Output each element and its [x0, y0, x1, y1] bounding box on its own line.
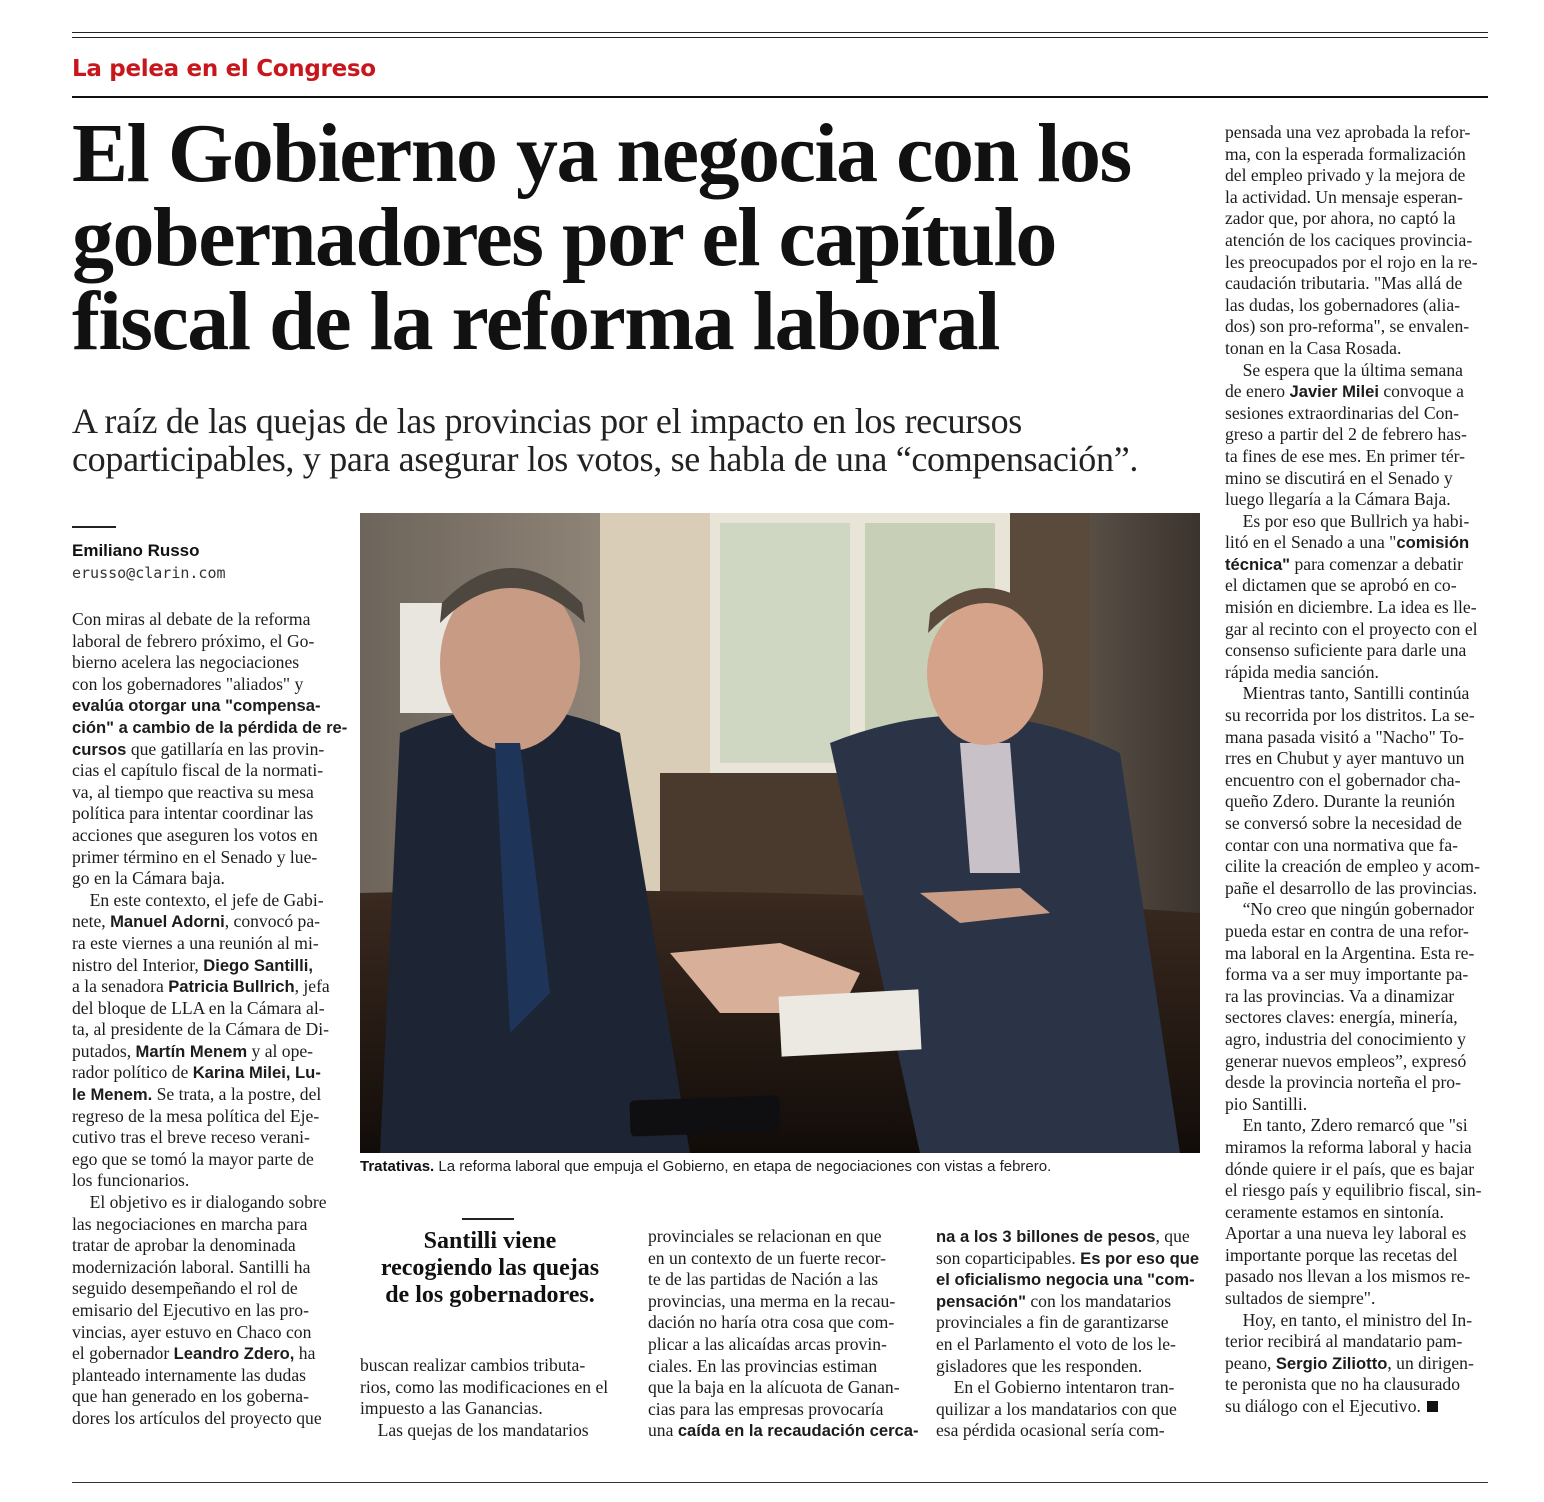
- text-line: [1225, 1310, 1493, 1332]
- text-line: [648, 1356, 916, 1378]
- text-run: el gobernador: [72, 1343, 174, 1364]
- text-line: [1225, 1396, 1493, 1418]
- text-line: [72, 1300, 347, 1322]
- text-run: misión en diciembre. La idea es lle-: [1225, 597, 1477, 618]
- text-run: dores los artículos del proyecto que: [72, 1407, 322, 1428]
- text-run: se conversó sobre la necesidad de: [1225, 813, 1462, 833]
- text-run: gar al recinto con el proyecto con el: [1225, 618, 1478, 639]
- text-run: nistro del Interior,: [72, 954, 204, 975]
- text-line: [72, 1170, 347, 1192]
- text-line: [1225, 943, 1493, 965]
- text-line: [1225, 727, 1493, 749]
- text-line: [72, 631, 347, 653]
- text-run: litó en el Senado a una ": [1225, 532, 1397, 553]
- bold-run: le Menem.: [72, 1085, 153, 1105]
- text-line: [72, 1343, 347, 1365]
- text-run: de enero: [1225, 381, 1290, 402]
- text-line: [1225, 1115, 1493, 1137]
- text-line: [72, 890, 347, 912]
- end-mark-icon: [1427, 1401, 1438, 1412]
- text-run: atención de los caciques provincia-: [1225, 229, 1473, 250]
- text-line: [936, 1377, 1204, 1399]
- text-line: [1225, 1072, 1493, 1094]
- text-run: Con miras al debate de la reforma: [72, 609, 311, 629]
- text-run: su recorrida por los distritos. La se-: [1225, 705, 1475, 726]
- text-run: del empleo privado y la mejora de: [1225, 165, 1466, 186]
- bold-run: el oficialismo negocia una "com-: [936, 1270, 1195, 1290]
- text-run: del bloque de LLA en la Cámara al-: [72, 997, 325, 1018]
- text-line: [1225, 1266, 1493, 1288]
- text-run: caudación tributaria. "Mas allá de: [1225, 273, 1463, 294]
- text-run: ra este viernes a una reunión al mi-: [72, 932, 319, 953]
- text-run: Aportar a una nueva ley laboral es: [1225, 1223, 1467, 1244]
- text-run: sultados de siempre".: [1225, 1288, 1376, 1309]
- text-line: [1225, 532, 1493, 554]
- headline-line: gobernadores por el capítulo: [72, 191, 1056, 284]
- text-line: [1225, 597, 1493, 619]
- text-line: [1225, 1051, 1493, 1073]
- text-run: agro, industria del conocimiento y: [1225, 1028, 1466, 1049]
- bold-run: na a los 3 billones de pesos: [936, 1227, 1156, 1246]
- text-line: [1225, 468, 1493, 490]
- text-line: [72, 1235, 347, 1257]
- text-line: [1225, 1374, 1493, 1396]
- text-run: tratar de aprobar la denominada: [72, 1235, 296, 1256]
- text-run: ta, al presidente de la Cámara de Di-: [72, 1019, 329, 1040]
- text-line: [1225, 1029, 1493, 1051]
- pullquote-line: recogiendo las quejas: [380, 1255, 600, 1281]
- text-line: [1225, 986, 1493, 1008]
- bold-run: técnica": [1225, 554, 1291, 574]
- pullquote-line: de los gobernadores.: [385, 1282, 595, 1308]
- text-run: ego que se tomó la mayor parte de: [72, 1148, 314, 1169]
- text-line: [1225, 748, 1493, 770]
- text-run: forma va a ser muy importante pa-: [1225, 964, 1469, 985]
- text-line: [72, 652, 347, 674]
- text-run: acciones que aseguren los votos en: [72, 824, 318, 845]
- text-line: [1225, 1094, 1493, 1116]
- byline-dash: [72, 526, 116, 528]
- text-run: pasado nos llevan a los mismos re-: [1225, 1266, 1471, 1287]
- text-run: emisario del Ejecutivo en las pro-: [72, 1300, 309, 1320]
- text-line: [936, 1312, 1204, 1334]
- body-column-1: [72, 609, 347, 1430]
- text-line: [1225, 1353, 1493, 1375]
- text-run: cias el capítulo fiscal de la normati-: [72, 760, 324, 781]
- text-run: te peronista que no ha clausurado: [1225, 1374, 1460, 1395]
- photo-two-men-at-table-icon: [360, 513, 1200, 1153]
- text-run: las negociaciones en marcha para: [72, 1213, 308, 1234]
- text-run: ta fines de ese mes. En primer tér-: [1225, 445, 1465, 466]
- text-run: rres en Chubut y ayer mantuvo un: [1225, 748, 1465, 769]
- bold-run: Patricia Bullrich: [168, 977, 295, 997]
- bold-run: Javier Milei: [1289, 382, 1379, 402]
- text-line: [1225, 338, 1493, 360]
- text-run: rápida media sanción.: [1225, 661, 1379, 682]
- lead: [72, 402, 1202, 478]
- text-run: para comenzar a debatir: [1290, 553, 1463, 574]
- text-line: [72, 1408, 347, 1430]
- text-run: zador que, por ahora, no captó la: [1225, 208, 1456, 229]
- text-line: [648, 1312, 916, 1334]
- text-line: [72, 1192, 347, 1214]
- text-run: En el Gobierno intentaron tran-: [936, 1377, 1175, 1398]
- text-run: a la senadora: [72, 976, 169, 997]
- headline-line: fiscal de la reforma laboral: [72, 275, 999, 368]
- text-line: [360, 1355, 628, 1377]
- text-line: [1225, 1288, 1493, 1310]
- text-run: greso a partir del 2 de febrero has-: [1225, 424, 1467, 445]
- text-line: [1225, 122, 1493, 144]
- text-run: miramos la reforma laboral y hacia: [1225, 1136, 1472, 1157]
- text-line: [1225, 1180, 1493, 1202]
- body-column-4: [936, 1226, 1204, 1442]
- text-line: [72, 1365, 347, 1387]
- text-line: [72, 803, 347, 825]
- text-line: [1225, 856, 1493, 878]
- text-line: [1225, 619, 1493, 641]
- text-line: [72, 782, 347, 804]
- body-column-3: [648, 1226, 919, 1442]
- text-line: [1225, 1331, 1493, 1353]
- text-run: Es por eso que Bullrich ya habi-: [1225, 510, 1470, 531]
- text-line: [1225, 964, 1493, 986]
- text-run: cias para las empresas provocaría: [648, 1398, 884, 1419]
- text-run: pueda estar en contra de una refor-: [1225, 920, 1469, 941]
- text-run: los funcionarios.: [72, 1170, 190, 1191]
- text-run: va, al tiempo que reactiva su mesa: [72, 781, 314, 802]
- top-rule-2: [72, 37, 1488, 38]
- text-run: planteado internamente las dudas: [72, 1364, 307, 1385]
- pullquote-dash: [462, 1218, 514, 1220]
- text-run: laboral de febrero próximo, el Go-: [72, 630, 315, 651]
- text-run: modernización laboral. Santilli ha: [72, 1256, 311, 1277]
- text-run: que gatillaría en las provin-: [126, 738, 325, 759]
- text-line: [648, 1226, 916, 1248]
- text-line: [360, 1398, 628, 1420]
- text-run: esa pérdida ocasional sería com-: [936, 1420, 1165, 1441]
- pullquote: [360, 1228, 620, 1309]
- text-line: [1225, 165, 1493, 187]
- text-run: , un dirigen-: [1387, 1352, 1474, 1373]
- text-run: desde la provincia norteña el pro-: [1225, 1072, 1461, 1093]
- top-rule: [72, 32, 1488, 33]
- text-run: Hoy, en tanto, el ministro del In-: [1225, 1309, 1473, 1330]
- text-run: primer término en el Senado y lue-: [72, 846, 318, 867]
- text-run: queño Zdero. Durante la reunión: [1225, 791, 1456, 812]
- text-line: [72, 760, 347, 782]
- text-line: [1225, 403, 1493, 425]
- bold-run: Manuel Adorni: [110, 912, 225, 932]
- text-line: [1225, 554, 1493, 576]
- text-run: rador político de: [72, 1062, 193, 1083]
- text-run: sesiones extraordinarias del Con-: [1225, 402, 1460, 423]
- text-line: [1225, 230, 1493, 252]
- bold-run: evalúa otorgar una "compensa-: [72, 696, 321, 716]
- text-run: vincias, ayer estuvo en Chaco con: [72, 1321, 312, 1342]
- text-line: [648, 1399, 916, 1421]
- text-line: [1225, 640, 1493, 662]
- caption-text: La reforma laboral que empuja el Gobierno, en etapa de negociaciones con vistas a febrero.: [434, 1158, 1052, 1175]
- text-run: El objetivo es ir dialogando sobre: [72, 1192, 327, 1213]
- text-line: [72, 739, 347, 761]
- text-line: [1225, 1137, 1493, 1159]
- text-run: con los gobernadores "aliados" y: [72, 673, 304, 694]
- text-line: [1225, 316, 1493, 338]
- text-line: [648, 1291, 916, 1313]
- text-line: [936, 1226, 1204, 1248]
- text-line: [648, 1420, 919, 1442]
- caption-label: Tratativas.: [360, 1158, 435, 1175]
- text-run: ma, con la esperada formalización: [1225, 143, 1466, 164]
- text-line: [1225, 424, 1493, 446]
- text-run: nete,: [72, 911, 111, 932]
- text-run: mana pasada visitó a "Nacho" To-: [1225, 726, 1465, 747]
- bold-run: Es por eso que: [1080, 1248, 1200, 1268]
- text-line: [1225, 1245, 1493, 1267]
- text-run: tonan en la Casa Rosada.: [1225, 337, 1402, 358]
- text-run: gisladores que les responden.: [936, 1355, 1143, 1376]
- text-line: [72, 1041, 347, 1063]
- text-run: son coparticipables.: [936, 1247, 1081, 1268]
- text-run: con los mandatarios: [1025, 1290, 1172, 1311]
- photo-caption: [360, 1158, 1220, 1175]
- text-run: dación no haría otra cosa que com-: [648, 1312, 895, 1333]
- text-line: [1225, 381, 1493, 403]
- text-run: “No creo que ningún gobernador: [1225, 899, 1475, 920]
- text-run: generar nuevos empleos”, expresó: [1225, 1050, 1467, 1071]
- text-line: [936, 1356, 1204, 1378]
- text-line: [1225, 273, 1493, 295]
- text-line: [1225, 835, 1493, 857]
- text-run: pensada una vez aprobada la refor-: [1225, 122, 1471, 142]
- text-line: [1225, 683, 1493, 705]
- text-run: provinciales se relacionan en que: [648, 1226, 882, 1246]
- text-run: cutivo tras el breve receso verani-: [72, 1127, 310, 1148]
- text-run: pañe el desarrollo de las provincias.: [1225, 877, 1478, 898]
- pullquote-line: Santilli viene: [423, 1228, 557, 1254]
- lead-line: A raíz de las quejas de las provincias por el impacto en los recursos: [72, 401, 1023, 441]
- body-column-5: [1225, 122, 1493, 1418]
- bold-run: caída en la recaudación cerca-: [677, 1421, 919, 1441]
- text-run: en el Parlamento el voto de los le-: [936, 1333, 1176, 1354]
- bottom-rule: [72, 1482, 1488, 1483]
- text-line: [72, 1214, 347, 1236]
- text-line: [72, 868, 347, 890]
- text-run: que la baja en la alícuota de Ganan-: [648, 1377, 900, 1398]
- text-line: [72, 933, 347, 955]
- text-run: buscan realizar cambios tributa-: [360, 1355, 586, 1375]
- text-run: Mientras tanto, Santilli continúa: [1225, 683, 1470, 704]
- text-line: [360, 1420, 628, 1442]
- headline: [72, 107, 1212, 368]
- text-run: plicar a las alicaídas arcas provin-: [648, 1333, 887, 1354]
- text-run: les preocupados por el rojo en la re-: [1225, 251, 1478, 272]
- text-run: convoque a: [1378, 381, 1464, 402]
- bold-run: pensación": [936, 1291, 1026, 1311]
- text-line: [1225, 446, 1493, 468]
- text-run: putados,: [72, 1040, 136, 1061]
- text-run: bierno acelera las negociaciones: [72, 652, 300, 673]
- bold-run: cursos: [72, 739, 127, 759]
- text-run: , que: [1155, 1226, 1190, 1246]
- section-rule: [72, 96, 1488, 98]
- text-run: seguido desempeñando el rol de: [72, 1278, 298, 1299]
- text-run: una: [648, 1420, 678, 1441]
- text-line: [1225, 791, 1493, 813]
- text-line: [936, 1269, 1204, 1291]
- text-line: [648, 1248, 916, 1270]
- text-line: [72, 1322, 347, 1344]
- text-run: el riesgo país y equilibrio fiscal, sin-: [1225, 1180, 1482, 1201]
- text-line: [648, 1377, 916, 1399]
- text-line: [936, 1248, 1204, 1270]
- body-column-2: [360, 1355, 628, 1441]
- text-line: [72, 911, 347, 933]
- text-run: Se espera que la última semana: [1225, 359, 1463, 380]
- text-run: , jefa: [294, 976, 330, 997]
- text-line: [72, 1084, 347, 1106]
- text-line: [72, 1278, 347, 1300]
- text-line: [1225, 1159, 1493, 1181]
- text-run: consenso suficiente para darle una: [1225, 640, 1467, 661]
- text-run: la actividad. Un mensaje esperan-: [1225, 186, 1463, 207]
- text-line: [1225, 770, 1493, 792]
- text-line: [1225, 144, 1493, 166]
- text-run: ceramente estamos en sintonía.: [1225, 1201, 1444, 1222]
- text-line: [72, 674, 347, 696]
- text-run: cilite la creación de empleo y acom-: [1225, 856, 1480, 877]
- byline-name: Emiliano Russo: [72, 541, 200, 560]
- text-line: [1225, 662, 1493, 684]
- text-line: [936, 1399, 1204, 1421]
- text-run: En tanto, Zdero remarcó que "si: [1225, 1115, 1468, 1136]
- text-run: ciales. En las provincias estiman: [648, 1355, 878, 1376]
- text-line: [72, 1257, 347, 1279]
- text-run: el dictamen que se aprobó en co-: [1225, 575, 1457, 596]
- text-line: [72, 717, 347, 739]
- text-line: [1225, 1007, 1493, 1029]
- text-line: [72, 998, 347, 1020]
- lead-line: coparticipables, y para asegurar los votos, se habla de una “compensación”.: [72, 439, 1139, 479]
- text-line: [1225, 878, 1493, 900]
- text-run: contar con una normativa que fa-: [1225, 834, 1459, 855]
- bold-run: ción" a cambio de la pérdida de re-: [72, 717, 348, 737]
- text-line: [1225, 1202, 1493, 1224]
- text-run: y al ope-: [247, 1040, 314, 1061]
- text-line: [1225, 208, 1493, 230]
- text-run: peano,: [1225, 1352, 1276, 1373]
- text-run: ra las provincias. Va a dinamizar: [1225, 985, 1455, 1006]
- text-run: impuesto a las Ganancias.: [360, 1398, 543, 1419]
- text-line: [1225, 813, 1493, 835]
- text-line: [72, 955, 347, 977]
- text-run: quilizar a los mandatarios con que: [936, 1398, 1177, 1419]
- bold-run: Sergio Ziliotto: [1275, 1353, 1388, 1373]
- text-run: ha: [294, 1343, 316, 1364]
- text-run: encuentro con el gobernador cha-: [1225, 769, 1461, 790]
- bold-run: Leandro Zdero,: [173, 1344, 295, 1364]
- text-run: , convocó pa-: [224, 911, 320, 932]
- article-photo: [360, 513, 1200, 1153]
- bold-run: comisión: [1396, 533, 1470, 553]
- text-line: [72, 695, 347, 717]
- headline-line: El Gobierno ya negocia con los: [72, 107, 1131, 200]
- text-line: [1225, 705, 1493, 727]
- text-run: rios, como las modificaciones en el: [360, 1376, 609, 1397]
- text-line: [72, 1062, 347, 1084]
- text-run: provinciales a fin de garantizarse: [936, 1312, 1169, 1333]
- text-line: [72, 1019, 347, 1041]
- text-line: [1225, 252, 1493, 274]
- text-line: [1225, 295, 1493, 317]
- text-line: [1225, 899, 1493, 921]
- text-line: [936, 1291, 1204, 1313]
- text-line: [72, 1386, 347, 1408]
- text-run: En este contexto, el jefe de Gabi-: [72, 889, 324, 910]
- bold-run: Diego Santilli,: [203, 955, 313, 975]
- text-line: [1225, 575, 1493, 597]
- text-run: las dudas, los gobernadores (alia-: [1225, 294, 1460, 315]
- text-run: luego llegaría a la Cámara Baja.: [1225, 489, 1451, 510]
- text-run: mino se discutirá en el Senado y: [1225, 467, 1453, 488]
- text-line: [72, 1127, 347, 1149]
- text-line: [72, 609, 347, 631]
- text-line: [360, 1377, 628, 1399]
- text-run: provincias, una merma en la recau-: [648, 1290, 896, 1311]
- text-run: ma laboral en la Argentina. Esta re-: [1225, 942, 1475, 963]
- text-line: [1225, 1223, 1493, 1245]
- text-run: importante porque las recetas del: [1225, 1244, 1458, 1265]
- text-run: pio Santilli.: [1225, 1093, 1308, 1114]
- text-run: su diálogo con el Ejecutivo.: [1225, 1396, 1421, 1417]
- bold-run: Karina Milei, Lu-: [192, 1063, 321, 1083]
- text-line: [72, 825, 347, 847]
- text-line: [936, 1334, 1204, 1356]
- text-line: [1225, 187, 1493, 209]
- text-line: [648, 1269, 916, 1291]
- text-run: política para intentar coordinar las: [72, 803, 314, 824]
- byline-email: erusso@clarin.com: [72, 564, 226, 582]
- text-line: [72, 847, 347, 869]
- text-run: terior recibirá al mandatario pam-: [1225, 1331, 1463, 1352]
- text-line: [1225, 921, 1493, 943]
- text-run: Se trata, a la postre, del: [152, 1084, 322, 1105]
- text-line: [72, 976, 347, 998]
- text-run: sectores claves: energía, minería,: [1225, 1007, 1458, 1028]
- text-line: [72, 1149, 347, 1171]
- text-line: [936, 1420, 1204, 1442]
- text-line: [72, 1106, 347, 1128]
- text-run: dos) son pro-reforma", se envalen-: [1225, 316, 1470, 337]
- text-line: [1225, 511, 1493, 533]
- section-label: La pelea en el Congreso: [72, 56, 376, 82]
- bold-run: Martín Menem: [135, 1041, 248, 1061]
- text-line: [1225, 360, 1493, 382]
- text-run: que han generado en los goberna-: [72, 1386, 309, 1407]
- text-run: dónde quiere ir el país, que es bajar: [1225, 1158, 1475, 1179]
- text-run: regreso de la mesa política del Eje-: [72, 1105, 320, 1126]
- text-run: go en la Cámara baja.: [72, 868, 225, 889]
- text-run: te de las partidas de Nación a las: [648, 1269, 879, 1290]
- text-line: [1225, 489, 1493, 511]
- text-run: en un contexto de un fuerte recor-: [648, 1247, 887, 1268]
- text-line: [648, 1334, 916, 1356]
- text-run: Las quejas de los mandatarios: [360, 1419, 589, 1440]
